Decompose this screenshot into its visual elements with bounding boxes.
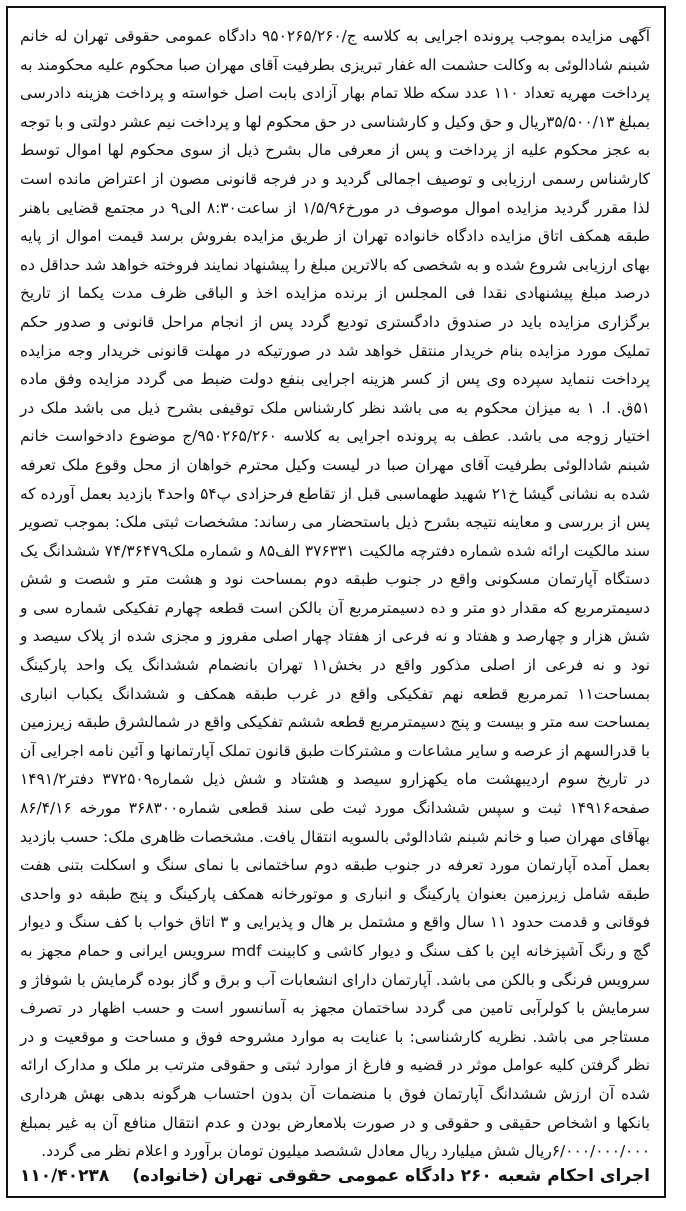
notice-body: آگهی مزایده بموجب پرونده اجرایی به کلاسه ج/۹۵۰۲۶۵/۲۶۰ دادگاه عمومی حقوقی تهران له خانم شبنم شادالوئی به وکالت حشمت اله غفار تبریزی بطرفیت آقای مهران صبا محکوم علیه محکومند به پرداخت مهریه تعداد ۱۱۰ عدد سکه طلا تمام بهار آزادی بابت اصل خواسته و پرداخت هزینه دادرسی بمبلغ ۳۵/۵۰۰/۱۳ریال و حق وکیل و کارشناسی در حق محکوم لها و پرداخت نیم عشر دولتی و با توجه به عجز محکوم علیه از پرداخت و پس از معرفی مال بشرح ذیل از سوی محکوم لها اموال توسط کارشناس رسمی ارزیابی و توصیف اجمالی گردید و در فرجه قانونی مصون از اعتراض مانده است لذا مقرر گردید مزایده اموال موصوف در مورخ۱/۵/۹۶ از ساعت۸:۳۰ الی۹ در مجتمع قضایی باهنر طبقه همکف اتاق مزایده دادگاه خانواده تهران از طریق مزایده بفروش برسد قیمت اموال از پایه بهای ارزیابی شروع شده و به شخصی که بالاترین مبلغ را پیشنهاد نمایند فروخته خواهد شد حداقل ده درصد مبلغ پیشنهادی نقدا فی المجلس از برنده مزایده اخذ و الباقی ظرف مدت یکما از تاریخ برگزاری مزایده باید در صندوق دادگستری تودیع گردد پس از انجام مراحل قانونی و صدور حکم تملیک مورد مزایده بنام خریدار منتقل خواهد شد در صورتیکه در مهلت قانونی خریدار وجه مزایده پرداخت ننماید سپرده وی پس از کسر هزینه اجرایی بنفع دولت ضبط می گردد مزایده وفق ماده ۵۱ق. ا. ۱ به میزان محکوم به می باشد نظر کارشناس ملک توقیفی بشرح ذیل می باشد ملک در اختیار زوجه می باشد. عطف به پرونده اجرایی به کلاسه ۹۵۰۲۶۵/۲۶۰/ج موضوع دادخواست خانم شبنم شادالوئی بطرفیت آقای مهران صبا در لیست وکیل محترم خواهان از محل وقوع ملک تعرفه شده به نشانی گیشا خ۲۱ شهید طهماسبی قبل از تقاطع فرحزادی پ۵۴ واحد۴ بازدید بعمل آورده که پس از بررسی و معاینه نتیجه بشرح ذیل باستحضار می رساند: مشخصات ثبتی ملک: بموجب تصویر سند مالکیت ارائه شده شماره دفترچه مالکیت ۳۷۶۳۳۱ الف۸۵ و شماره ملک۷۴/۳۶۴۷۹ ششدانگ یک دستگاه آپارتمان مسکونی واقع در جنوب طبقه دوم بمساحت نود و هشت متر و شصت و شش دسیمترمربع که مقدار دو متر و ده دسیمترمربع آن بالکن است قطعه چهارم تفکیکی شماره سی و شش هزار و چهارصد و هفتاد و نه فرعی از هفتاد چهار اصلی مفروز و مجزی شده از پلاک سیصد و نود و نه فرعی از اصلی مذکور واقع در بخش۱۱ تهران بانضمام ششدانگ یک واحد پارکینگ بمساحت۱۱ تمرمربع قطعه نهم تفکیکی واقع در غرب طبقه همکف و ششدانگ یکباب انباری بمساحت سه متر و بیست و پنج دسیمترمربع قطعه ششم تفکیکی واقع در شمالشرق طبقه زیرزمین با قدرالسهم از عرصه و سایر مشاعات و مشترکات طبق قانون تملک آپارتمانها و آئین نامه اجرایی آن در تاریخ سوم اردیبهشت ماه یکهزارو سیصد و هشتاد و شش ذیل شماره۳۷۲۵۰۹ دفتر۱۴۹۱/۲ صفحه۱۴۹۱۶ ثبت و سپس ششدانگ مورد ثبت طی سند قطعی شماره۳۶۸۳۰۰ مورخه ۸۶/۴/۱۶ بهآقای مهران صبا و خانم شبنم شادالوئی بالسویه انتقال یافت. مشخصات ظاهری ملک: حسب بازدید بعمل آمده آپارتمان مورد تعرفه در جنوب طبقه دوم ساختمانی با نمای سنگ و اسکلت بتنی هفت طبقه شامل زیرزمین بعنوان پارکینگ و انباری و موتورخانه همکف پارکینگ و پنج طبقه دو واحدی فوقانی و قدمت حدود ۱۱ سال واقع و مشتمل بر هال و پذیرایی و ۳ اتاق خواب با کف سنگ و دیوار گچ و رنگ آشپزخانه اپن با کف سنگ و دیوار کاشی و کابینت mdf سرویس ایرانی و حمام مجهز به سرویس فرنگی و بالکن می باشد. آپارتمان دارای انشعابات آب و برق و گاز بوده گرمایش با شوفاژ و سرمایش با کولرآبی تامین می گردد ساختمان مجهز به آسانسور است و حسب اظهار در تصرف مستاجر می باشد. نظریه کارشناسی: با عنایت به موارد مشروحه فوق و مساحت و موقعیت و در نظر گرفتن کلیه عوامل موثر در قضیه و فارغ از موارد ثبتی و حقوقی مترتب بر ملک و مدارک ارائه شده آن ارزش ششدانگ آپارتمان فوق با منضمات آن بدون احتساب هرگونه بدهی بهش هرداری بانکها و اشخاص حقیقی و حقوقی و در صورت بلامعارض بودن و عدم انتقال منافع آن به غیر بمبلغ ۶/۰۰۰/۰۰۰/۰۰۰ریال شش میلیارد ریال معادل ششصد میلیون تومان برآورد و اعلام نظر می گردد. — [20, 27, 651, 1161]
notice-code: ۱۱۰/۴۰۲۳۸ — [20, 1166, 110, 1186]
auction-notice — [6, 6, 666, 1198]
notice-footer — [20, 1166, 650, 1186]
issuer-line: اجرای احکام شعبه ۲۶۰ دادگاه عمومی حقوقی تهران (خانواده) — [132, 1166, 650, 1186]
